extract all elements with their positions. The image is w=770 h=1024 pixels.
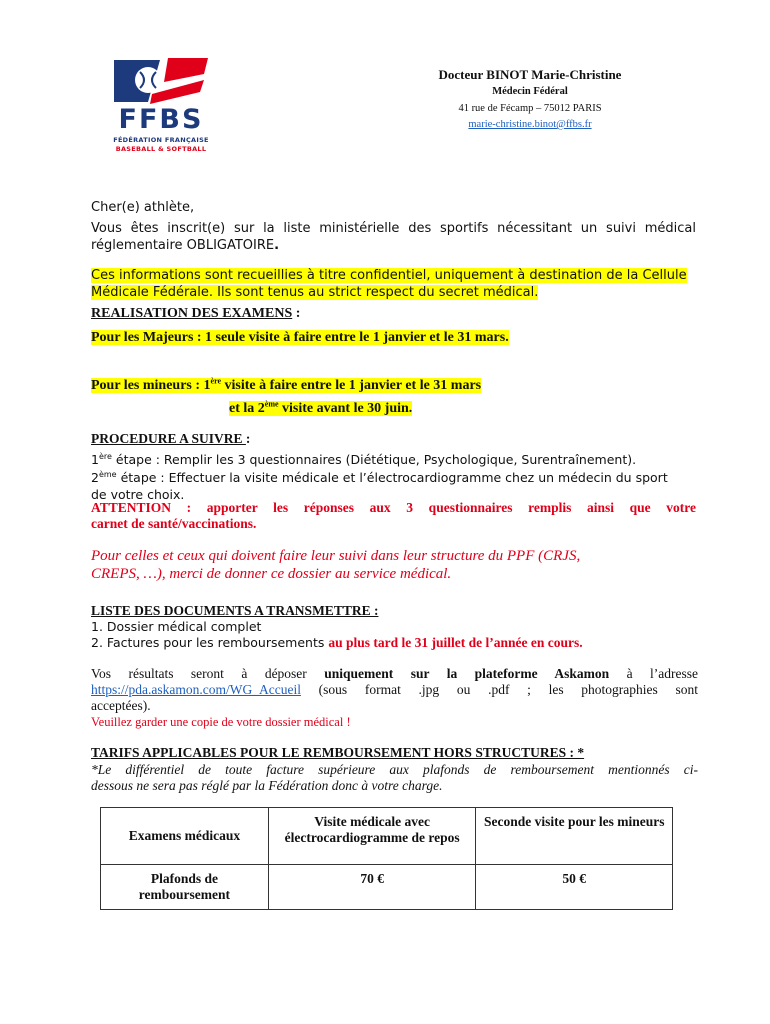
- documents-title: LISTE DES DOCUMENTS A TRANSMETTRE :: [91, 603, 379, 618]
- ffbs-logo: [108, 52, 218, 160]
- header-visite: Visite médicale avec électrocardiogramme de repos: [268, 808, 476, 865]
- doctor-role: Médecin Fédéral: [492, 86, 568, 97]
- procedure-step-2: 2ème étape : Effectuer la visite médicale et l’électrocardiogramme chez un médecin du sport de votre choix.: [91, 470, 668, 503]
- attention-notice: [91, 500, 696, 532]
- ppf-line-2: CREPS, …), merci de donner ce dossier au service médical.: [91, 566, 452, 582]
- mineurs-line-1: Pour les mineurs : 1ère visite à faire entre le 1 janvier et le 31 mars: [91, 376, 482, 393]
- confidential-line-1: Ces informations sont recueillies à titre confidentiel, uniquement à destination de la Cellule: [91, 268, 687, 283]
- intro-line-1: Vous êtes inscrit(e) sur la liste ministérielle des sportifs nécessitant un suivi médical: [91, 221, 696, 236]
- results-line-2: https://pda.askamon.com/WG_Accueil (sous format .jpg ou .pdf ; les photographies sont: [91, 682, 698, 697]
- tarifs-title: TARIFS APPLICABLES POUR LE REMBOURSEMENT HORS STRUCTURES : *: [91, 745, 585, 760]
- procedure-step-1: 1ère étape : Remplir les 3 questionnaires (Diététique, Psychologique, Surentraînement).: [91, 452, 637, 468]
- header-examens: Examens médicaux: [101, 808, 269, 865]
- doctor-name: Docteur BINOT Marie-Christine: [438, 67, 622, 82]
- ppf-notice: [91, 547, 706, 583]
- realisation-title: REALISATION DES EXAMENS :: [91, 306, 301, 321]
- header-seconde-visite: Seconde visite pour les mineurs: [476, 808, 673, 865]
- ppf-line-1: Pour celles et ceux qui doivent faire leur suivi dans leur structure du PPF (CRJS,: [91, 548, 581, 564]
- greeting: Cher(e) athlète,: [91, 200, 195, 215]
- attention-line-1: ATTENTION : apporter les réponses aux 3 questionnaires remplis ainsi que votre: [91, 500, 696, 515]
- row-label: Plafonds de remboursement: [101, 865, 269, 910]
- confidential-notice: [91, 267, 696, 301]
- logo-letters: FFBS: [118, 104, 204, 135]
- mineurs-line-2: et la 2ème visite avant le 30 juin.: [229, 399, 413, 416]
- doctor-email-link[interactable]: marie-christine.binot@ffbs.fr: [468, 119, 592, 130]
- intro-line-2: réglementaire OBLIGATOIRE.: [91, 238, 280, 253]
- keep-copy-notice: Veuillez garder une copie de votre dossier médical !: [91, 715, 351, 729]
- documents-item-2: 2. Factures pour les remboursements au plus tard le 31 juillet de l’année en cours.: [91, 635, 583, 650]
- doctor-address: 41 rue de Fécamp – 75012 PARIS: [458, 103, 602, 114]
- results-line-1: Vos résultats seront à déposer uniquement sur la plateforme Askamon à l’adresse: [91, 666, 699, 681]
- confidential-line-2: Médicale Fédérale. Ils sont tenus au strict respect du secret médical.: [91, 285, 539, 300]
- askamon-link[interactable]: https://pda.askamon.com/WG_Accueil: [91, 682, 301, 697]
- table-row: [101, 865, 673, 910]
- logo-federation-text: FÉDÉRATION FRANÇAISE: [113, 136, 209, 144]
- procedure-title: PROCEDURE A SUIVRE :: [91, 431, 251, 446]
- value-seconde-visite: 50 €: [476, 865, 673, 910]
- table-header-row: [101, 808, 673, 865]
- logo-sport-text: BASEBALL & SOFTBALL: [115, 145, 207, 153]
- ffbs-emblem-icon: [108, 52, 214, 108]
- tarifs-note: [91, 762, 698, 794]
- tarifs-table: [100, 807, 673, 910]
- results-paragraph: [91, 666, 698, 714]
- tarifs-note-line-2: dessous ne sera pas réglé par la Fédération donc à votre charge.: [91, 778, 443, 793]
- majeurs-line: Pour les Majeurs : 1 seule visite à faire entre le 1 janvier et le 31 mars.: [91, 330, 509, 345]
- results-line-3: acceptées).: [91, 698, 151, 713]
- attention-line-2: carnet de santé/vaccinations.: [91, 516, 257, 531]
- value-visite: 70 €: [268, 865, 476, 910]
- tarifs-note-line-1: *Le différentiel de toute facture supérieure aux plafonds de remboursement mentionnés ci-: [91, 762, 698, 777]
- documents-item-1: 1. Dossier médical complet: [91, 619, 262, 634]
